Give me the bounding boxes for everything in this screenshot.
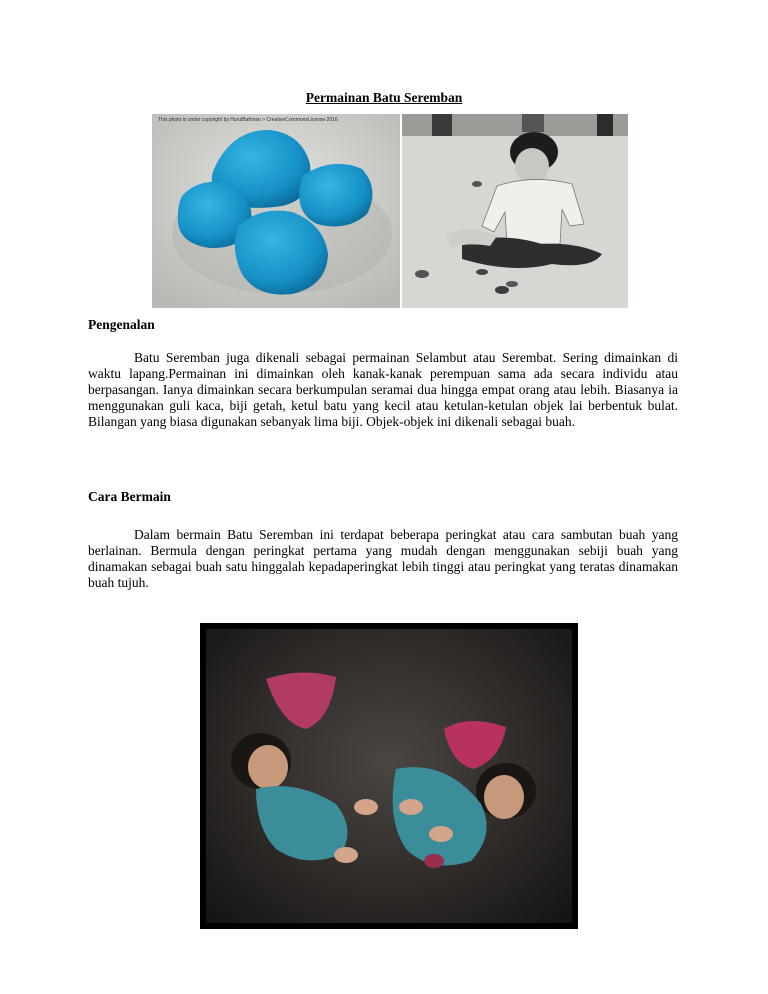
photo-copyright-caption: This photo is under copyright by HurulBahman > CreativeCommonsLicense 2016 [158,117,338,123]
two-girls-playing-photo [200,623,578,929]
document-title: Permainan Batu Seremban [305,90,463,105]
girl-playing-photo [402,114,628,308]
paragraph-pengenalan: Batu Seremban juga dikenali sebagai permainan Selambut atau Serembat. Sering dimainkan di waktu lapang.Permainan ini dimainkan oleh kanak-kanak perempuan sama ada secara individu atau berpasangan. Ianya dimainkan secara berkumpulan seramai dua hingga empat orang atau lebih. Biasanya ia menggunakan guli kaca, biji getah, ketul batu yang kecil atau ketulan-ketulan objek lai berbentuk bulat. Bilangan yang biasa digunakan sebanyak lima biji. Objek-objek ini dikenali sebagai buah. [88,350,678,429]
section-heading-pengenalan: Pengenalan [88,317,155,332]
section-heading-cara-bermain: Cara Bermain [88,489,171,504]
paragraph-cara-bermain: Dalam bermain Batu Seremban ini terdapat beberapa peringkat atau cara sambutan buah yang berlainan. Bermula dengan peringkat pertama yang mudah dengan menggunakan sebiji buah yang dinamakan sebagai buah satu hinggalah kepadaperingkat lebih tinggi atau peringkat yang teratas dinamakan buah tujuh. [88,527,678,590]
seremban-pouches-photo [152,114,400,308]
